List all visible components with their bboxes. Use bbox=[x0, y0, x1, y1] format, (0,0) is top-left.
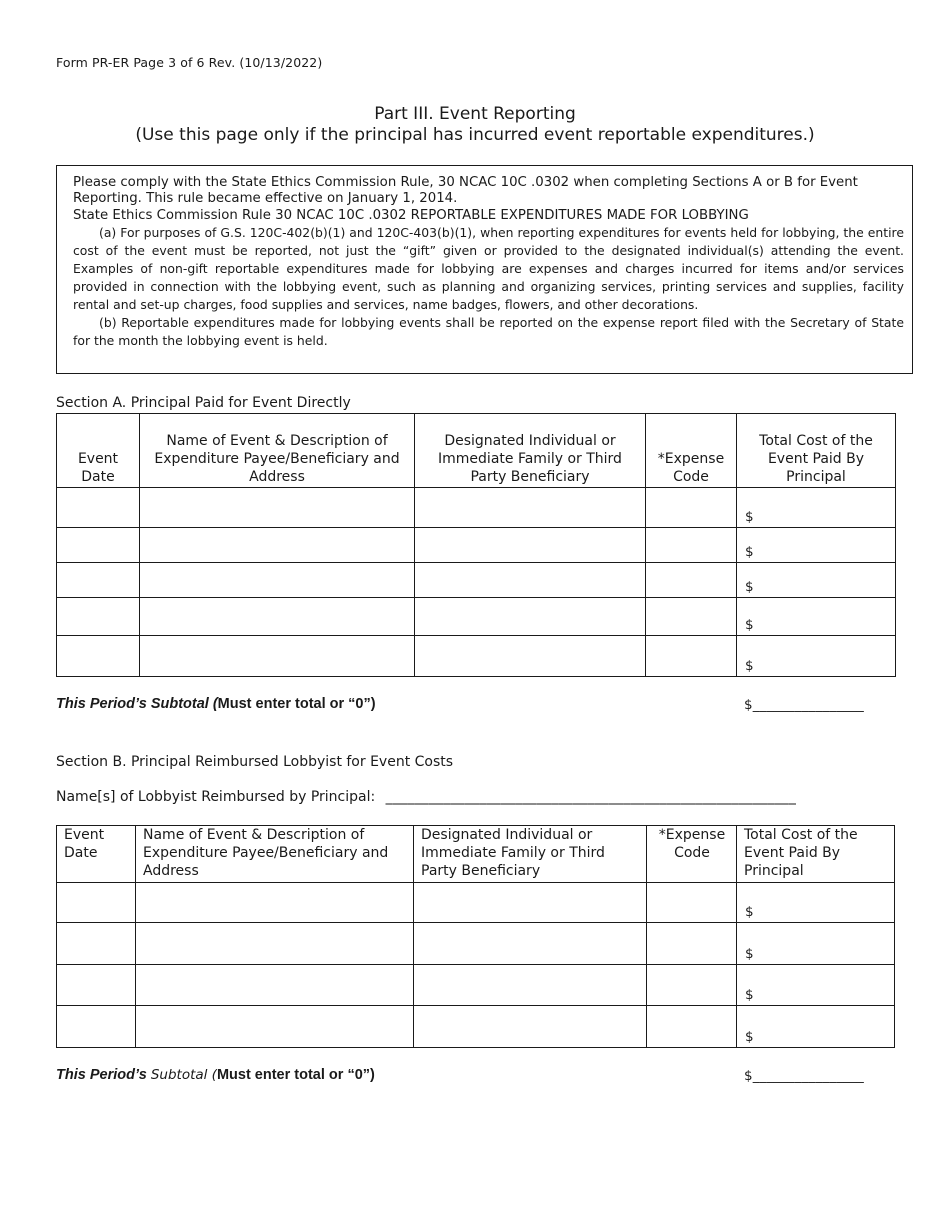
designated-individual-cell[interactable] bbox=[414, 1006, 647, 1048]
expense-code-cell[interactable] bbox=[646, 488, 737, 528]
event-name-cell[interactable] bbox=[140, 563, 415, 598]
total-cost-cell[interactable]: $ bbox=[737, 563, 896, 598]
event-name-cell[interactable] bbox=[136, 883, 414, 923]
designated-individual-cell[interactable] bbox=[415, 563, 646, 598]
section-a-title: Section A. Principal Paid for Event Directly bbox=[56, 395, 351, 411]
designated-individual-cell[interactable] bbox=[414, 923, 647, 965]
expense-code-cell[interactable] bbox=[647, 1006, 737, 1048]
total-cost-cell[interactable]: $ bbox=[737, 598, 896, 636]
designated-individual-cell[interactable] bbox=[414, 965, 647, 1006]
event-name-cell[interactable] bbox=[136, 965, 414, 1006]
section-b-table bbox=[56, 825, 895, 1048]
total-cost-cell[interactable]: $ bbox=[737, 528, 896, 563]
lobbyist-names-label: Name[s] of Lobbyist Reimbursed by Principal: bbox=[56, 789, 376, 805]
table-header-row bbox=[57, 414, 896, 488]
event-date-cell[interactable] bbox=[57, 883, 136, 923]
section-a-table bbox=[56, 413, 896, 677]
column-header: *Expense Code bbox=[647, 826, 737, 883]
table-header-row bbox=[57, 826, 895, 883]
expense-code-cell[interactable] bbox=[646, 598, 737, 636]
column-header: Event Date bbox=[57, 414, 140, 488]
event-name-cell[interactable] bbox=[140, 528, 415, 563]
table-row bbox=[57, 598, 896, 636]
event-date-cell[interactable] bbox=[57, 488, 140, 528]
rule-para-a: (a) For purposes of G.S. 120C-402(b)(1) and 120C-403(b)(1), when reporting expenditures for events held for lobbying, the entire cost of the event must be reported, not just the “gift” given or provided to the designated individual(s) attending the event. Examples of non-gift reportable expenditures made for lobbying are expenses and charges incurred for items and/or services provided in connection with the lobbying event, such as planning and organizing services, printing services and supplies, facility rental and set-up charges, food supplies and services, name badges, flowers, and other decorations. bbox=[73, 225, 904, 312]
event-name-cell[interactable] bbox=[136, 1006, 414, 1048]
column-header: Event Date bbox=[57, 826, 136, 883]
designated-individual-cell[interactable] bbox=[415, 598, 646, 636]
event-date-cell[interactable] bbox=[57, 1006, 136, 1048]
table-row bbox=[57, 528, 896, 563]
form-header: Form PR-ER Page 3 of 6 Rev. (10/13/2022) bbox=[56, 55, 323, 70]
column-header: Designated Individual or Immediate Family or Third Party Beneficiary bbox=[415, 414, 646, 488]
event-date-cell[interactable] bbox=[57, 563, 140, 598]
table-row bbox=[57, 636, 896, 677]
designated-individual-cell[interactable] bbox=[415, 636, 646, 677]
event-date-cell[interactable] bbox=[57, 965, 136, 1006]
event-name-cell[interactable] bbox=[140, 488, 415, 528]
column-header: Total Cost of the Event Paid By Principal bbox=[737, 826, 895, 883]
expense-code-cell[interactable] bbox=[646, 528, 737, 563]
rule-intro: Please comply with the State Ethics Commission Rule, 30 NCAC 10C .0302 when completing Sections A or B for Event Reporting. This rule became effective on January 1, 2014. bbox=[73, 175, 858, 206]
section-b-title: Section B. Principal Reimbursed Lobbyist for Event Costs bbox=[56, 754, 454, 770]
rule-para-b: (b) Reportable expenditures made for lobbying events shall be reported on the expense report filed with the Secretary of State for the month the lobbying event is held. bbox=[73, 315, 904, 348]
page-title: Part III. Event Reporting bbox=[374, 104, 576, 124]
lobbyist-names-field[interactable]: _________________________________________________________ bbox=[385, 789, 797, 805]
column-header: *Expense Code bbox=[646, 414, 737, 488]
expense-code-cell[interactable] bbox=[647, 965, 737, 1006]
table-row bbox=[57, 1006, 895, 1048]
expense-code-cell[interactable] bbox=[646, 563, 737, 598]
table-row bbox=[57, 563, 896, 598]
expense-code-cell[interactable] bbox=[647, 923, 737, 965]
table-row bbox=[57, 965, 895, 1006]
column-header: Name of Event & Description of Expenditure Payee/Beneficiary and Address bbox=[140, 414, 415, 488]
rule-title: State Ethics Commission Rule 30 NCAC 10C .0302 REPORTABLE EXPENDITURES MADE FOR LOBBYING bbox=[73, 208, 749, 223]
total-cost-cell[interactable]: $ bbox=[737, 883, 895, 923]
total-cost-cell[interactable]: $ bbox=[737, 965, 895, 1006]
table-row bbox=[57, 488, 896, 528]
expense-code-cell[interactable] bbox=[646, 636, 737, 677]
column-header: Name of Event & Description of Expenditure Payee/Beneficiary and Address bbox=[136, 826, 414, 883]
event-name-cell[interactable] bbox=[140, 598, 415, 636]
event-date-cell[interactable] bbox=[57, 528, 140, 563]
total-cost-cell[interactable]: $ bbox=[737, 488, 896, 528]
total-cost-cell[interactable]: $ bbox=[737, 1006, 895, 1048]
lobbyist-names-line bbox=[56, 789, 796, 805]
table-row bbox=[57, 883, 895, 923]
event-date-cell[interactable] bbox=[57, 636, 140, 677]
section-b-subtotal-label: This Period’s Subtotal (Must enter total or “0”) bbox=[56, 1067, 375, 1083]
designated-individual-cell[interactable] bbox=[414, 883, 647, 923]
event-date-cell[interactable] bbox=[57, 923, 136, 965]
designated-individual-cell[interactable] bbox=[415, 528, 646, 563]
designated-individual-cell[interactable] bbox=[415, 488, 646, 528]
total-cost-cell[interactable]: $ bbox=[737, 636, 896, 677]
page-instruction: (Use this page only if the principal has incurred event reportable expenditures.) bbox=[135, 125, 815, 145]
column-header: Total Cost of the Event Paid By Principal bbox=[737, 414, 896, 488]
section-a-subtotal-field[interactable]: $________________ bbox=[744, 697, 864, 713]
section-b-subtotal-field[interactable]: $________________ bbox=[744, 1068, 864, 1084]
expense-code-cell[interactable] bbox=[647, 883, 737, 923]
event-date-cell[interactable] bbox=[57, 598, 140, 636]
event-name-cell[interactable] bbox=[136, 923, 414, 965]
table-row bbox=[57, 923, 895, 965]
total-cost-cell[interactable]: $ bbox=[737, 923, 895, 965]
event-name-cell[interactable] bbox=[140, 636, 415, 677]
column-header: Designated Individual or Immediate Family or Third Party Beneficiary bbox=[414, 826, 647, 883]
rule-box bbox=[56, 165, 913, 374]
section-a-subtotal-label: This Period’s Subtotal (Must enter total or “0”) bbox=[56, 696, 376, 712]
